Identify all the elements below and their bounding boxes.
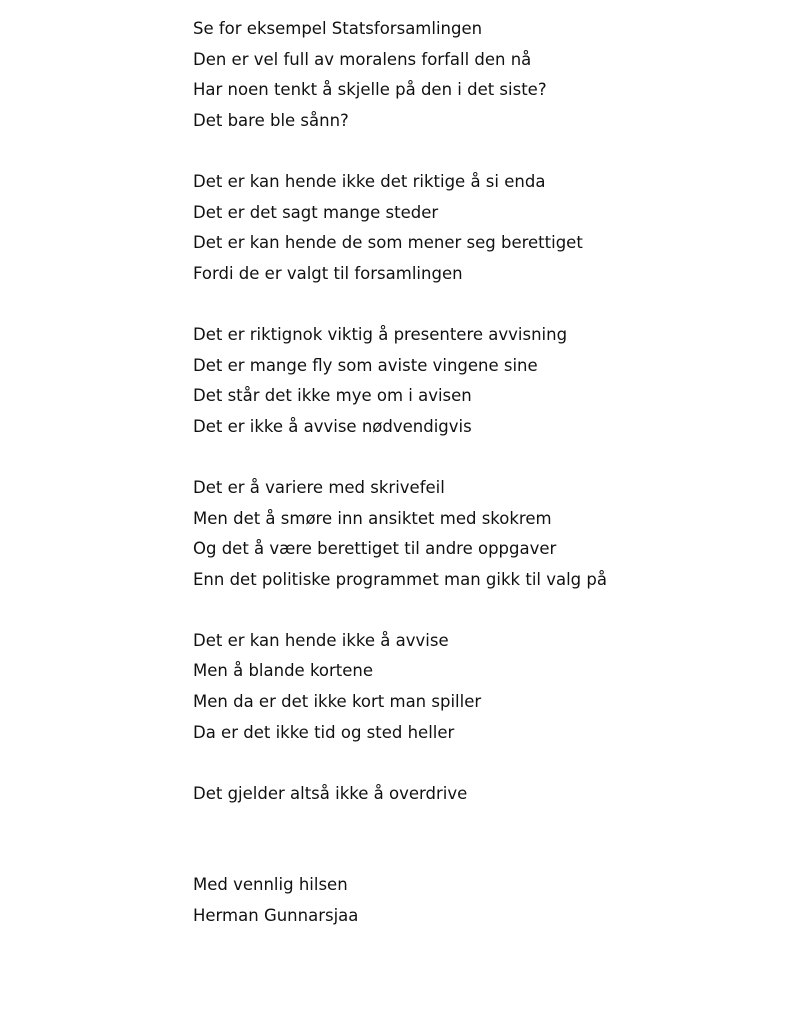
poem-line: Enn det politiske programmet man gikk til valg på xyxy=(193,569,607,589)
stanza-5 xyxy=(193,626,753,748)
poem-line: Den er vel full av moralens forfall den nå xyxy=(193,49,532,69)
poem-line: Det står det ikke mye om i avisen xyxy=(193,386,472,406)
document-page xyxy=(193,14,753,932)
stanza-6 xyxy=(193,779,753,810)
poem-line: Det gjelder altså ikke å overdrive xyxy=(193,783,468,803)
author-name: Herman Gunnarsjaa xyxy=(193,906,359,926)
signoff-greeting: Med vennlig hilsen xyxy=(193,875,348,895)
poem-line: Da er det ikke tid og sted heller xyxy=(193,722,455,742)
poem-line: Fordi de er valgt til forsamlingen xyxy=(193,263,463,283)
poem-line: Det er kan hende ikke å avvise xyxy=(193,630,449,650)
poem-line: Det er å variere med skrivefeil xyxy=(193,477,445,497)
poem-line: Men det å smøre inn ansiktet med skokrem xyxy=(193,508,552,528)
stanza-3 xyxy=(193,320,753,442)
signoff xyxy=(193,870,753,931)
stanza-1 xyxy=(193,14,753,136)
poem-line: Men da er det ikke kort man spiller xyxy=(193,692,482,712)
poem-line: Det bare ble sånn? xyxy=(193,110,349,130)
poem-line: Det er mange fly som aviste vingene sine xyxy=(193,355,538,375)
poem-line: Men å blande kortene xyxy=(193,661,374,681)
stanza-2 xyxy=(193,167,753,289)
poem-line: Har noen tenkt å skjelle på den i det siste? xyxy=(193,80,547,100)
poem-line: Det er det sagt mange steder xyxy=(193,202,439,222)
poem-line: Det er kan hende ikke det riktige å si enda xyxy=(193,171,546,191)
poem-line: Det er riktignok viktig å presentere avvisning xyxy=(193,324,568,344)
poem-line: Og det å være berettiget til andre oppgaver xyxy=(193,539,557,559)
poem-line: Se for eksempel Statsforsamlingen xyxy=(193,19,483,38)
poem-line: Det er ikke å avvise nødvendigvis xyxy=(193,416,472,436)
stanza-4 xyxy=(193,473,753,595)
poem-line: Det er kan hende de som mener seg berettiget xyxy=(193,233,583,253)
